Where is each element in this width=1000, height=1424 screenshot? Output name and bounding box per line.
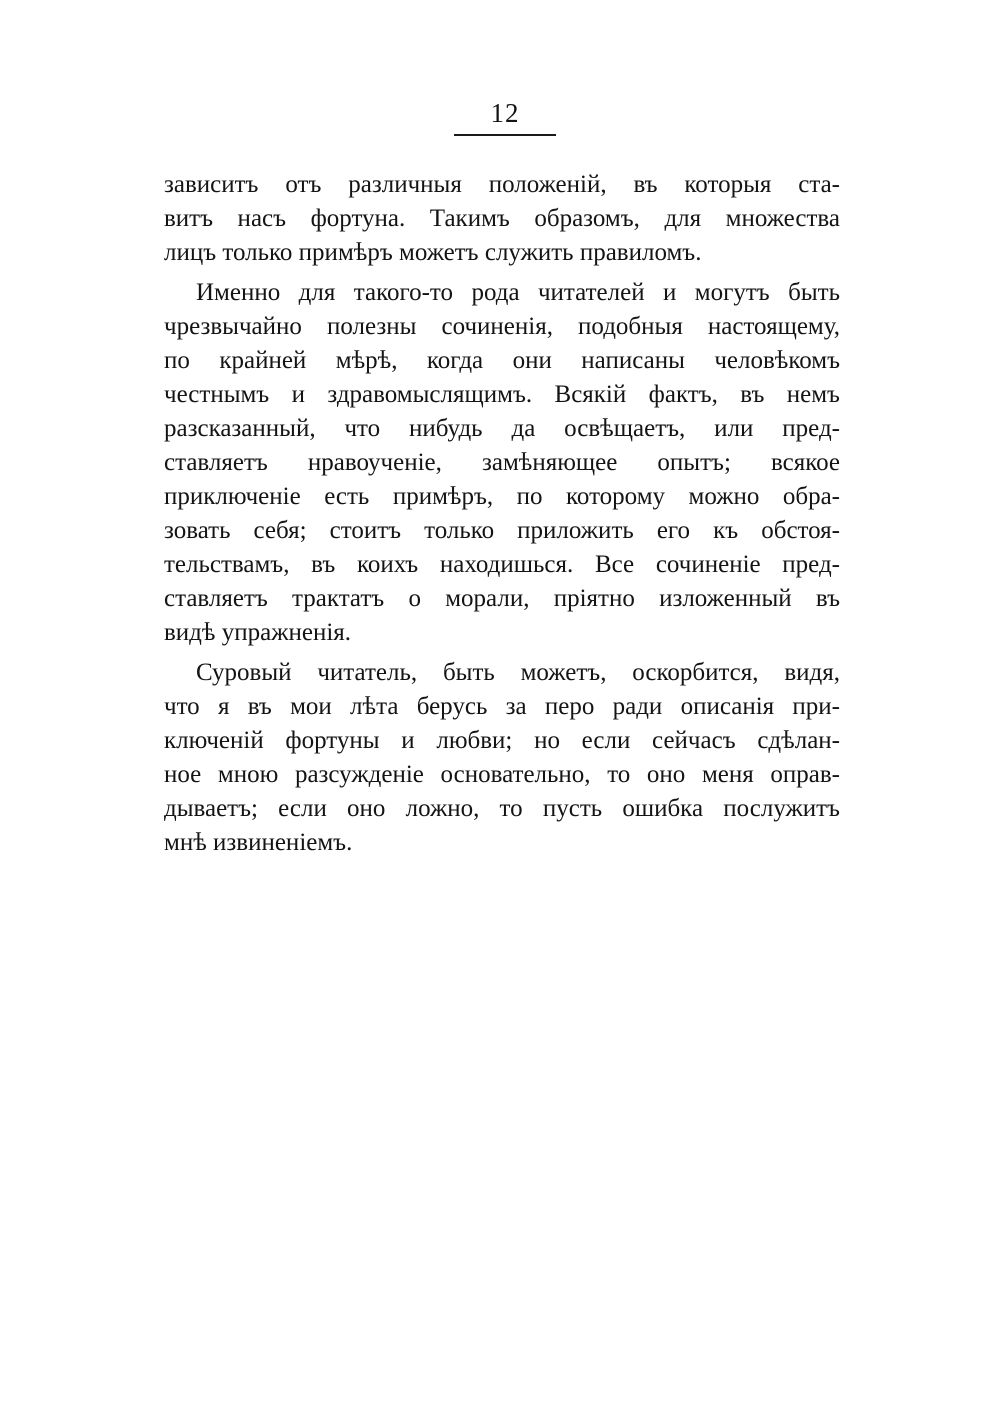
text-line: ключеній фортуны и любви; но если сейчасъ сдѣлан- bbox=[164, 727, 840, 754]
text-line: приключеніе есть примѣръ, по которому можно обра- bbox=[164, 483, 840, 510]
text-line: зависитъ отъ различныя положеній, въ которыя ста- bbox=[164, 171, 840, 198]
text-line: Именно для такого-то рода читателей и могутъ быть bbox=[196, 279, 840, 306]
text-line: витъ насъ фортуна. Такимъ образомъ, для множества bbox=[164, 205, 840, 232]
text-line: ставляетъ нравоученіе, замѣняющее опытъ; всякое bbox=[164, 449, 840, 476]
paragraph-3 bbox=[164, 656, 840, 860]
page-number: 12 bbox=[490, 98, 520, 128]
text-block bbox=[164, 168, 840, 860]
text-line: зовать себя; стоитъ только приложить его къ обстоя- bbox=[164, 517, 840, 544]
text-line: честнымъ и здравомыслящимъ. Всякій фактъ, въ немъ bbox=[164, 381, 840, 408]
paragraph-2 bbox=[164, 276, 840, 650]
text-line: лицъ только примѣръ можетъ служить правиломъ. bbox=[164, 239, 702, 266]
text-line: ставляетъ трактатъ о морали, пріятно изложенный въ bbox=[164, 585, 840, 612]
text-line: Суровый читатель, быть можетъ, оскорбится, видя, bbox=[196, 659, 840, 686]
text-line: ное мною разсужденіе основательно, то оно меня оправ- bbox=[164, 761, 840, 788]
text-line: что я въ мои лѣта берусь за перо ради описанія при- bbox=[164, 693, 840, 720]
text-line: чрезвычайно полезны сочиненія, подобныя настоящему, bbox=[164, 313, 840, 340]
text-line: тельствамъ, въ коихъ находишься. Все сочиненіе пред- bbox=[164, 551, 840, 578]
text-line: мнѣ извиненіемъ. bbox=[164, 829, 353, 856]
header-rule bbox=[454, 134, 556, 136]
paragraph-1 bbox=[164, 168, 840, 270]
text-line: дываетъ; если оно ложно, то пусть ошибка послужитъ bbox=[164, 795, 840, 822]
text-line: разсказанный, что нибудь да освѣщаетъ, или пред- bbox=[164, 415, 840, 442]
text-line: по крайней мѣрѣ, когда они написаны человѣкомъ bbox=[164, 347, 840, 374]
text-line: видѣ упражненія. bbox=[164, 619, 352, 646]
